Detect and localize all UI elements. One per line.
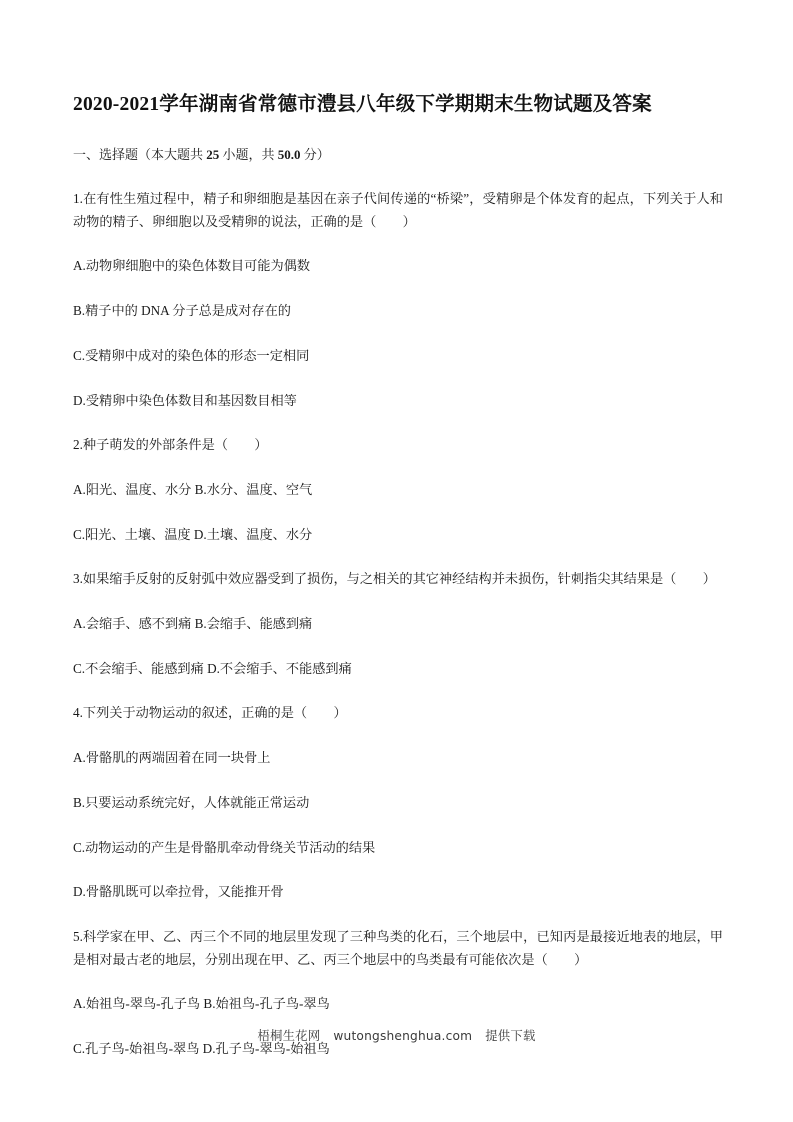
question-option[interactable]: D.受精卵中染色体数目和基因数目相等	[73, 392, 297, 408]
question-option[interactable]: A.骨骼肌的两端固着在同一块骨上	[73, 750, 271, 766]
question-block	[73, 188, 723, 412]
question-stem: 1.在有性生殖过程中，精子和卵细胞是基因在亲子代间传递的“桥梁”，受精卵是个体发育的起点，下列关于人和动物的精子、卵细胞以及受精卵的说法，正确的是（ ）	[73, 191, 723, 229]
question-block	[73, 568, 723, 680]
question-block	[73, 702, 723, 904]
question-option[interactable]: B.精子中的 DNA 分子总是成对存在的	[73, 303, 291, 319]
section-question-count: 25	[206, 147, 220, 163]
section-heading	[73, 145, 723, 166]
question-option[interactable]: C.不会缩手、能感到痛 D.不会缩手、不能感到痛	[73, 660, 352, 676]
question-option[interactable]: C.受精卵中成对的染色体的形态一定相同	[73, 347, 310, 363]
question-option[interactable]: A.会缩手、感不到痛 B.会缩手、能感到痛	[73, 616, 313, 632]
question-option[interactable]: A.阳光、温度、水分 B.水分、温度、空气	[73, 481, 313, 497]
footer-watermark	[0, 1026, 793, 1044]
footer-site-name: 梧桐生花网	[257, 1029, 321, 1043]
question-block	[73, 434, 723, 546]
question-stem: 2.种子萌发的外部条件是（ ）	[73, 437, 268, 453]
document-content	[73, 86, 723, 1061]
section-total-score: 50.0	[277, 147, 301, 163]
question-option[interactable]: A.始祖鸟-翠鸟-孔子鸟 B.始祖鸟-孔子鸟-翠鸟	[73, 996, 330, 1012]
question-option[interactable]: C.孔子鸟-始祖鸟-翠鸟 D.孔子鸟-翠鸟-始祖鸟	[73, 1041, 330, 1057]
footer-download-label: 提供下载	[485, 1029, 536, 1043]
question-option[interactable]: A.动物卵细胞中的染色体数目可能为偶数	[73, 258, 311, 274]
question-option[interactable]: B.只要运动系统完好，人体就能正常运动	[73, 794, 310, 810]
question-option[interactable]: C.动物运动的产生是骨骼肌牵动骨绕关节活动的结果	[73, 839, 376, 855]
question-option[interactable]: C.阳光、土壤、温度 D.土壤、温度、水分	[73, 526, 313, 542]
question-stem: 4.下列关于动物运动的叙述，正确的是（ ）	[73, 705, 347, 721]
section-heading-middle: 小题，共	[219, 147, 278, 163]
page-title: 2020-2021学年湖南省常德市澧县八年级下学期期末生物试题及答案	[73, 94, 652, 115]
question-stem: 5.科学家在甲、乙、丙三个不同的地层里发现了三种鸟类的化石，三个地层中，已知丙是最接近地表的地层，甲是相对最古老的地层，分别出现在甲、乙、丙三个地层中的鸟类最有可能依次是（ ）	[73, 929, 723, 967]
section-heading-suffix: 分）	[300, 147, 330, 163]
footer-site-url[interactable]: wutongshenghua.com	[333, 1029, 473, 1043]
question-option[interactable]: D.骨骼肌既可以牵拉骨，又能推开骨	[73, 884, 284, 900]
question-stem: 3.如果缩手反射的反射弧中效应器受到了损伤，与之相关的其它神经结构并未损伤，针刺指尖其结果是（ ）	[73, 571, 716, 587]
section-heading-prefix: 一、选择题（本大题共	[73, 147, 207, 163]
